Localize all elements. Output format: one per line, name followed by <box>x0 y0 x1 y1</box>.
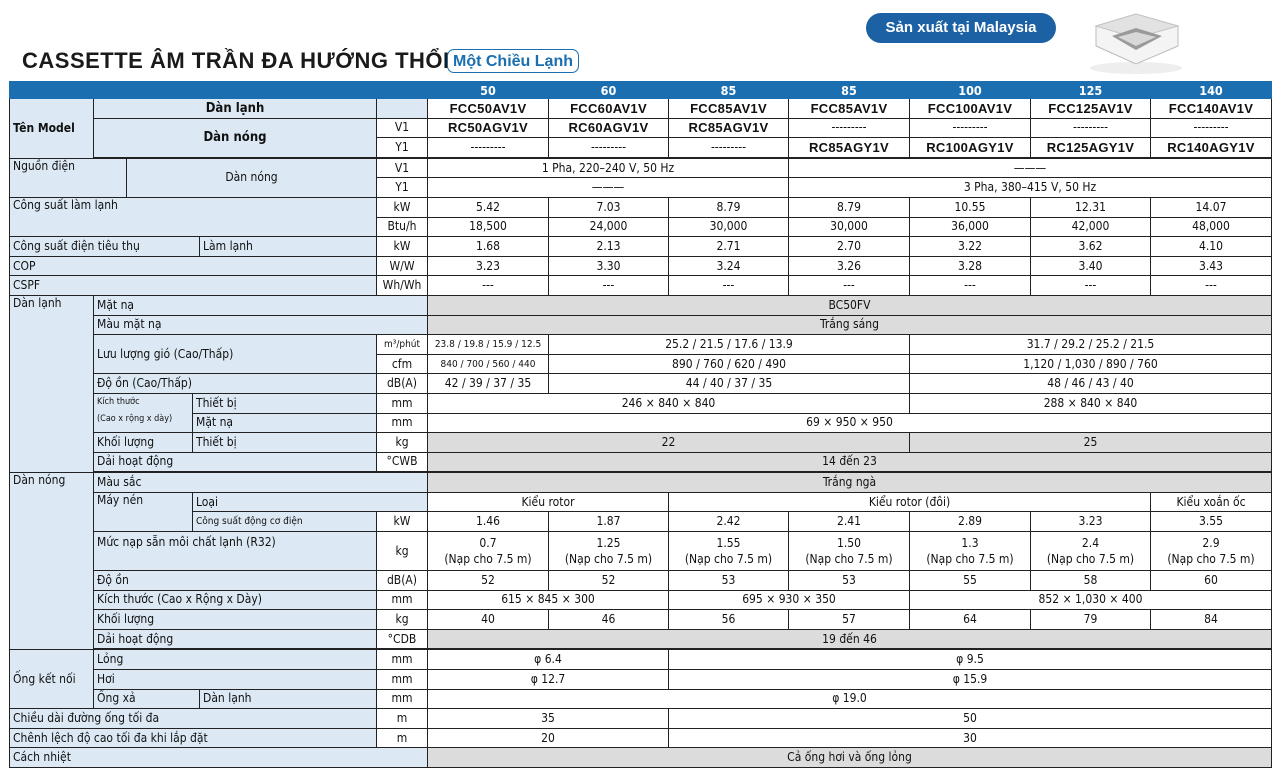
unit-dba: dB(A) <box>377 374 428 394</box>
outdoor-model-v1: RC60AGV1V <box>549 118 669 138</box>
max-height: 30 <box>669 728 1272 748</box>
label-loai: Loại <box>193 492 428 512</box>
outdoor-weight: 64 <box>910 610 1031 630</box>
unit-cfm: cfm <box>377 354 428 374</box>
indoor-model: FCC85AV1V <box>669 99 789 119</box>
label-cs-dong-co: Công suất động cơ điện <box>193 512 377 532</box>
label-mau-sac: Màu sắc <box>94 473 428 493</box>
indoor-model: FCC100AV1V <box>910 99 1031 119</box>
label-dan-lanh-section: Dàn lạnh <box>10 295 94 472</box>
outdoor-model-v1: --------- <box>910 118 1031 138</box>
cooling-kw: 8.79 <box>669 197 789 217</box>
row-outdoor-dim <box>10 590 1272 610</box>
compressor-type: Kiểu rotor (đôi) <box>669 492 1151 512</box>
charge-cell <box>789 532 910 571</box>
indoor-noise: 44 / 40 / 37 / 35 <box>549 374 910 394</box>
charge-cell <box>910 532 1031 571</box>
row-motor <box>10 512 1272 532</box>
row-indoor-weight <box>10 433 1272 453</box>
label-ong-xa: Ống xả <box>94 689 200 709</box>
power-dash: ——— <box>789 158 1272 178</box>
row-cspf <box>10 276 1272 296</box>
unit-kw: kW <box>377 197 428 217</box>
cooling-kw: 14.07 <box>1151 197 1272 217</box>
mode-badge: Một Chiều Lạnh <box>447 49 579 73</box>
indoor-model: FCC85AV1V <box>789 99 910 119</box>
label-may-nen: Máy nén <box>94 492 193 531</box>
label-cach-nhiet: Cách nhiệt <box>10 748 428 768</box>
power-input: 2.13 <box>549 237 669 257</box>
charge-kg: 1.3 <box>961 536 979 551</box>
indoor-noise: 42 / 39 / 37 / 35 <box>428 374 549 394</box>
cassette-unit-image <box>1082 6 1190 76</box>
row-airflow-m3 <box>10 335 1272 355</box>
indoor-weight: 25 <box>910 433 1272 453</box>
label-luu-luong-gio: Lưu lượng gió (Cao/Thấp) <box>94 335 377 374</box>
made-in-badge: Sản xuất tại Malaysia <box>866 13 1056 43</box>
outdoor-weight: 57 <box>789 610 910 630</box>
label-thiet-bi: Thiết bị <box>193 433 377 453</box>
liquid-pipe: φ 6.4 <box>428 650 669 670</box>
charge-cell <box>1031 532 1151 571</box>
unit-mm: mm <box>377 689 428 709</box>
power-input: 3.62 <box>1031 237 1151 257</box>
outdoor-model-v1: --------- <box>1031 118 1151 138</box>
cap-85b: 85 <box>789 82 910 99</box>
cspf-value: --- <box>789 276 910 296</box>
cop-value: 3.26 <box>789 256 910 276</box>
label-dan-nong-model: Dàn nóng <box>94 118 377 157</box>
cooling-kw: 5.42 <box>428 197 549 217</box>
indoor-model: FCC60AV1V <box>549 99 669 119</box>
power-input: 4.10 <box>1151 237 1272 257</box>
cap-60: 60 <box>549 82 669 99</box>
cooling-btu: 36,000 <box>910 217 1031 237</box>
charge-note: (Nạp cho 7.5 m) <box>444 552 532 567</box>
label-dai-hoat-dong: Dải hoạt động <box>94 452 377 472</box>
row-liquid-pipe <box>10 650 1272 670</box>
indoor-model: FCC140AV1V <box>1151 99 1272 119</box>
charge-cell <box>428 532 549 571</box>
power-input: 3.22 <box>910 237 1031 257</box>
row-drain-pipe <box>10 689 1272 709</box>
drain-pipe: φ 19.0 <box>428 689 1272 709</box>
row-indoor-range <box>10 452 1272 472</box>
label-mat-na: Mặt nạ <box>94 295 428 315</box>
row-insulation <box>10 748 1272 768</box>
label-lam-lanh: Làm lạnh <box>200 237 377 257</box>
compressor-type: Kiểu rotor <box>428 492 669 512</box>
charge-note: (Nạp cho 7.5 m) <box>1167 552 1255 567</box>
charge-cell <box>669 532 789 571</box>
row-outdoor-weight <box>10 610 1272 630</box>
liquid-pipe: φ 9.5 <box>669 650 1272 670</box>
motor-kw: 3.55 <box>1151 512 1272 532</box>
outdoor-model-y1: RC100AGY1V <box>910 138 1031 158</box>
row-compressor-type <box>10 492 1272 512</box>
compressor-type: Kiểu xoắn ốc <box>1151 492 1272 512</box>
label-cong-suat-lam-lanh: Công suất làm lạnh <box>10 197 377 236</box>
unit-mm: mm <box>377 670 428 690</box>
spec-table <box>9 81 1272 768</box>
row-max-pipe <box>10 709 1272 729</box>
gas-pipe: φ 12.7 <box>428 670 669 690</box>
label-mat-na-dim: Mặt nạ <box>193 413 377 433</box>
cap-85: 85 <box>669 82 789 99</box>
outdoor-weight: 46 <box>549 610 669 630</box>
label-ten-model: Tên Model <box>10 99 94 159</box>
row-outdoor-v1 <box>10 118 1272 138</box>
panel-color: Trắng sáng <box>428 315 1272 335</box>
row-gas-pipe <box>10 670 1272 690</box>
cspf-value: --- <box>549 276 669 296</box>
label-ong-ket-noi: Ống kết nối <box>10 650 94 709</box>
airflow-cfm: 890 / 760 / 620 / 490 <box>549 354 910 374</box>
outdoor-model-y1: --------- <box>669 138 789 158</box>
indoor-range: 14 đến 23 <box>428 452 1272 472</box>
max-pipe: 35 <box>428 709 669 729</box>
outdoor-noise: 60 <box>1151 571 1272 591</box>
label-cspf: CSPF <box>10 276 377 296</box>
cooling-btu: 42,000 <box>1031 217 1151 237</box>
unit-mm: mm <box>377 590 428 610</box>
unit-kg: kg <box>377 532 428 571</box>
power-input: 2.71 <box>669 237 789 257</box>
charge-note: (Nạp cho 7.5 m) <box>805 552 893 567</box>
charge-kg: 2.9 <box>1202 536 1220 551</box>
cop-value: 3.23 <box>428 256 549 276</box>
indoor-model: FCC125AV1V <box>1031 99 1151 119</box>
label-khoi-luong-outdoor: Khối lượng <box>94 610 377 630</box>
charge-note: (Nạp cho 7.5 m) <box>684 552 773 567</box>
cspf-value: --- <box>428 276 549 296</box>
label-khoi-luong: Khối lượng <box>94 433 193 453</box>
indoor-weight: 22 <box>428 433 910 453</box>
unit-kg: kg <box>377 433 428 453</box>
cap-125: 125 <box>1031 82 1151 99</box>
unit-y1: Y1 <box>377 138 428 158</box>
label-mau-mat-na: Màu mặt nạ <box>94 315 428 335</box>
label-dan-nong-section: Dàn nóng <box>10 473 94 650</box>
cap-140: 140 <box>1151 82 1272 99</box>
unit-btu: Btu/h <box>377 217 428 237</box>
row-indoor-noise <box>10 374 1272 394</box>
outdoor-noise: 52 <box>549 571 669 591</box>
cop-value: 3.30 <box>549 256 669 276</box>
label-muc-nap: Mức nạp sẵn môi chất lạnh (R32) <box>94 532 377 571</box>
label-chieu-dai: Chiều dài đường ống tối đa <box>10 709 377 729</box>
power-y1: 3 Pha, 380–415 V, 50 Hz <box>789 178 1272 198</box>
outdoor-model-y1: --------- <box>549 138 669 158</box>
label-thiet-bi: Thiết bị <box>193 393 377 413</box>
outdoor-weight: 56 <box>669 610 789 630</box>
indoor-model: FCC50AV1V <box>428 99 549 119</box>
row-cop <box>10 256 1272 276</box>
outdoor-noise: 55 <box>910 571 1031 591</box>
power-v1: 1 Pha, 220–240 V, 50 Hz <box>428 158 789 178</box>
outdoor-model-y1: RC140AGY1V <box>1151 138 1272 158</box>
cspf-value: --- <box>1151 276 1272 296</box>
unit-whwh: Wh/Wh <box>377 276 428 296</box>
row-outdoor-color <box>10 473 1272 493</box>
airflow-m3: 31.7 / 29.2 / 25.2 / 21.5 <box>910 335 1272 355</box>
cooling-kw: 12.31 <box>1031 197 1151 217</box>
unit-m3: m³/phút <box>377 335 428 355</box>
cop-value: 3.28 <box>910 256 1031 276</box>
label-long: Lỏng <box>94 650 377 670</box>
cop-value: 3.43 <box>1151 256 1272 276</box>
label-dan-nong-power: Dàn nóng <box>127 158 377 197</box>
cooling-btu: 48,000 <box>1151 217 1272 237</box>
gas-pipe: φ 15.9 <box>669 670 1272 690</box>
unit-v1: V1 <box>377 118 428 138</box>
kich-thuoc-sub: (Cao x rộng x dày) <box>97 413 173 424</box>
charge-kg: 2.4 <box>1081 536 1100 551</box>
outdoor-model-y1: RC125AGY1V <box>1031 138 1151 158</box>
label-chenh-lech: Chênh lệch độ cao tối đa khi lắp đặt <box>10 728 377 748</box>
cooling-btu: 30,000 <box>789 217 910 237</box>
page-title: CASSETTE ÂM TRẦN ĐA HƯỚNG THỔI <box>22 48 450 73</box>
unit-kw: kW <box>377 237 428 257</box>
label-kich-thuoc-crd: Kích thước (Cao x Rộng x Dày) <box>94 590 377 610</box>
row-power-v1 <box>10 158 1272 178</box>
row-indoor-model <box>10 99 1272 119</box>
airflow-m3: 25.2 / 21.5 / 17.6 / 13.9 <box>549 335 910 355</box>
outdoor-dim: 615 × 845 × 300 <box>428 590 669 610</box>
charge-note: (Nạp cho 7.5 m) <box>1046 552 1135 567</box>
unit-cwb: °CWB <box>377 452 428 472</box>
outdoor-dim: 852 × 1,030 × 400 <box>910 590 1272 610</box>
label-dai-hoat-dong-outdoor: Dải hoạt động <box>94 629 377 649</box>
outdoor-weight: 79 <box>1031 610 1151 630</box>
cooling-btu: 30,000 <box>669 217 789 237</box>
label-dan-lanh-drain: Dàn lạnh <box>200 689 377 709</box>
outdoor-weight: 40 <box>428 610 549 630</box>
charge-note: (Nạp cho 7.5 m) <box>926 552 1014 567</box>
panel-dim: 69 × 950 × 950 <box>428 413 1272 433</box>
row-panel <box>10 295 1272 315</box>
row-charge <box>10 532 1272 571</box>
panel-model: BC50FV <box>428 295 1272 315</box>
indoor-dim: 288 × 840 × 840 <box>910 393 1272 413</box>
outdoor-noise: 52 <box>428 571 549 591</box>
unit-cdb: °CDB <box>377 629 428 649</box>
label-cop: COP <box>10 256 377 276</box>
row-max-height <box>10 728 1272 748</box>
capacity-header-row <box>10 82 1272 99</box>
airflow-cfm: 1,120 / 1,030 / 890 / 760 <box>910 354 1272 374</box>
cap-50: 50 <box>428 82 549 99</box>
motor-kw: 2.89 <box>910 512 1031 532</box>
unit-m: m <box>377 709 428 729</box>
charge-kg: 1.25 <box>596 536 621 551</box>
outdoor-model-y1: RC85AGY1V <box>789 138 910 158</box>
outdoor-weight: 84 <box>1151 610 1272 630</box>
charge-kg: 1.50 <box>836 536 862 551</box>
label-nguon-dien: Nguồn điện <box>10 158 127 197</box>
cop-value: 3.40 <box>1031 256 1151 276</box>
cop-value: 3.24 <box>669 256 789 276</box>
unit-mm: mm <box>377 393 428 413</box>
outdoor-noise: 53 <box>789 571 910 591</box>
indoor-noise: 48 / 46 / 43 / 40 <box>910 374 1272 394</box>
kich-thuoc-text: Kích thước <box>97 396 140 407</box>
outdoor-noise: 58 <box>1031 571 1151 591</box>
airflow-m3: 23.8 / 19.8 / 15.9 / 12.5 <box>428 335 549 355</box>
charge-kg: 0.7 <box>479 536 497 551</box>
cooling-btu: 24,000 <box>549 217 669 237</box>
cooling-btu: 18,500 <box>428 217 549 237</box>
outdoor-color: Trắng ngà <box>428 473 1272 493</box>
unit-mm: mm <box>377 413 428 433</box>
label-cong-suat-dien: Công suất điện tiêu thụ <box>10 237 200 257</box>
cap-100: 100 <box>910 82 1031 99</box>
power-input: 2.70 <box>789 237 910 257</box>
motor-kw: 2.42 <box>669 512 789 532</box>
row-indoor-dim <box>10 393 1272 413</box>
label-dan-lanh-model: Dàn lạnh <box>94 99 377 119</box>
cooling-kw: 7.03 <box>549 197 669 217</box>
motor-kw: 2.41 <box>789 512 910 532</box>
charge-kg: 1.55 <box>716 536 741 551</box>
outdoor-range: 19 đến 46 <box>428 629 1272 649</box>
unit-v1: V1 <box>377 158 428 178</box>
cspf-value: --- <box>1031 276 1151 296</box>
outdoor-model-y1: --------- <box>428 138 549 158</box>
max-pipe: 50 <box>669 709 1272 729</box>
row-cooling-kw <box>10 197 1272 217</box>
cspf-value: --- <box>910 276 1031 296</box>
row-panel-color <box>10 315 1272 335</box>
label-do-on: Độ ồn <box>94 571 377 591</box>
power-input: 1.68 <box>428 237 549 257</box>
cooling-kw: 10.55 <box>910 197 1031 217</box>
unit-mm: mm <box>377 650 428 670</box>
charge-cell <box>1151 532 1272 571</box>
label-do-on-cao-thap: Độ ồn (Cao/Thấp) <box>94 374 377 394</box>
cooling-kw: 8.79 <box>789 197 910 217</box>
row-panel-dim <box>10 413 1272 433</box>
unit-kw: kW <box>377 512 428 532</box>
row-outdoor-noise <box>10 571 1272 591</box>
indoor-dim: 246 × 840 × 840 <box>428 393 910 413</box>
unit-ww: W/W <box>377 256 428 276</box>
outdoor-model-v1: RC50AGV1V <box>428 118 549 138</box>
unit-y1: Y1 <box>377 178 428 198</box>
outdoor-noise: 53 <box>669 571 789 591</box>
cspf-value: --- <box>669 276 789 296</box>
unit-m: m <box>377 728 428 748</box>
max-height: 20 <box>428 728 669 748</box>
power-dash: ——— <box>428 178 789 198</box>
row-outdoor-range <box>10 629 1272 649</box>
row-power-input <box>10 237 1272 257</box>
charge-cell <box>549 532 669 571</box>
airflow-cfm: 840 / 700 / 560 / 440 <box>428 354 549 374</box>
unit-kg: kg <box>377 610 428 630</box>
insulation: Cả ống hơi và ống lỏng <box>428 748 1272 768</box>
outdoor-model-v1: --------- <box>1151 118 1272 138</box>
charge-note: (Nạp cho 7.5 m) <box>564 552 653 567</box>
outdoor-model-v1: --------- <box>789 118 910 138</box>
outdoor-dim: 695 × 930 × 350 <box>669 590 910 610</box>
label-kich-thuoc-indoor <box>94 393 193 432</box>
unit-dba: dB(A) <box>377 571 428 591</box>
label-hoi: Hơi <box>94 670 377 690</box>
outdoor-model-v1: RC85AGV1V <box>669 118 789 138</box>
motor-kw: 1.87 <box>549 512 669 532</box>
motor-kw: 1.46 <box>428 512 549 532</box>
motor-kw: 3.23 <box>1031 512 1151 532</box>
